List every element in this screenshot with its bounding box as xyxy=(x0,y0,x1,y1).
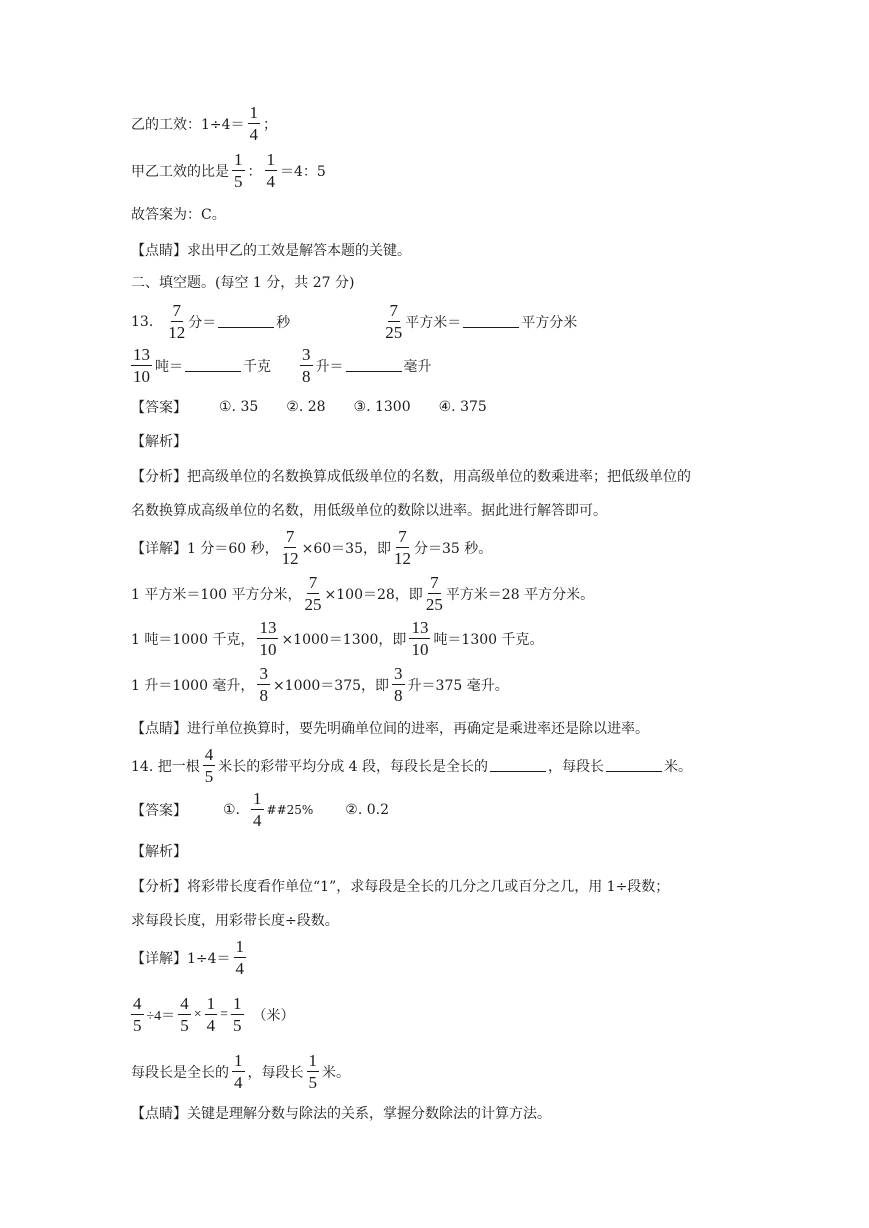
denominator: 5 xyxy=(234,172,243,191)
numerator: 7 xyxy=(430,573,439,592)
text: ×1000＝1300，即 xyxy=(281,631,407,648)
numerator: 7 xyxy=(308,573,318,592)
denominator: 8 xyxy=(302,367,311,386)
fraction xyxy=(251,790,264,829)
numerator: 7 xyxy=(398,527,407,546)
fraction xyxy=(307,1052,320,1091)
text: 名数换算成高级单位的名数，用低级单位的数除以进率。据此进行解答即可。 xyxy=(131,503,607,519)
answer-blank xyxy=(463,315,519,328)
jiexi-label xyxy=(131,841,187,861)
fraction xyxy=(385,302,402,341)
text: 【解析】 xyxy=(131,434,187,450)
answer-item: ②. 28 xyxy=(286,399,326,415)
answer-item: ##25% xyxy=(266,802,314,817)
numerator: 4 xyxy=(204,745,214,764)
detail-line-1 xyxy=(131,528,492,567)
text: 吨＝ xyxy=(155,358,183,375)
text: ×100＝28，即 xyxy=(324,586,423,603)
answer-blank xyxy=(218,315,274,328)
denominator: 25 xyxy=(385,323,403,342)
fraction xyxy=(257,665,270,704)
text: 14. 把一根 xyxy=(131,758,200,775)
text: 平方米＝28 平方分米。 xyxy=(445,586,595,603)
text: 【分析】将彩带长度看作单位“1”，求每段是全长的几分之几或百分之几，用 1÷段数； xyxy=(131,879,670,895)
text: 1 平方米＝100 平方分米， xyxy=(131,586,302,603)
text: = xyxy=(220,1006,228,1022)
dianjing-line xyxy=(131,1103,551,1123)
text: ＝4：5 xyxy=(280,163,326,180)
answer-blank xyxy=(346,359,402,372)
answer-item: ①. 35 xyxy=(219,399,259,415)
text: 分＝ xyxy=(188,314,217,331)
fraction xyxy=(131,995,144,1034)
denominator: 4 xyxy=(266,172,275,191)
denominator: 5 xyxy=(308,1073,317,1092)
denominator: 4 xyxy=(206,1016,216,1035)
denominator: 8 xyxy=(394,686,403,705)
section-heading xyxy=(131,272,354,292)
answer-label: 【答案】 xyxy=(131,400,187,416)
denominator: 25 xyxy=(304,595,322,614)
text: 甲乙工效的比是 xyxy=(131,163,229,180)
answer-item: ③. 1300 xyxy=(353,399,411,415)
text: ，每段长 xyxy=(548,758,605,775)
dianjing-line xyxy=(131,240,411,260)
numerator: 7 xyxy=(389,301,399,320)
numerator: 1 xyxy=(233,994,242,1013)
numerator: 13 xyxy=(259,618,277,637)
fraction xyxy=(131,346,152,385)
numerator: 3 xyxy=(259,664,268,683)
question-13-row2 xyxy=(131,346,432,385)
fraction xyxy=(178,995,191,1034)
jiexi-label xyxy=(131,431,187,451)
numerator: 1 xyxy=(249,103,259,122)
text: 升＝ xyxy=(315,358,344,375)
text: 1 吨＝1000 千克， xyxy=(131,631,255,648)
denominator: 10 xyxy=(259,640,277,659)
text: 【点睛】进行单位换算时，要先明确单位间的进率，再确定是乘进率还是除以进率。 xyxy=(131,721,649,737)
text: 毫升 xyxy=(403,358,432,375)
numerator: 4 xyxy=(133,994,142,1013)
question-13 xyxy=(131,302,577,341)
numerator: 1 xyxy=(253,789,262,808)
text: （米） xyxy=(252,1007,295,1024)
numerator: 1 xyxy=(206,994,216,1013)
numerator: 3 xyxy=(302,345,311,364)
text: 每段长是全长的 xyxy=(131,1064,229,1081)
fraction xyxy=(168,302,185,341)
text: 分＝35 秒。 xyxy=(413,540,493,557)
denominator: 5 xyxy=(233,1016,242,1035)
fraction xyxy=(205,995,218,1034)
denominator: 12 xyxy=(168,323,186,342)
denominator: 12 xyxy=(393,549,411,568)
text: 吨＝1300 千克。 xyxy=(433,631,544,648)
numerator: 1 xyxy=(234,150,243,169)
numerator: 1 xyxy=(234,1051,243,1070)
answer-blank xyxy=(185,359,241,372)
numerator: 13 xyxy=(133,345,150,364)
text: 米。 xyxy=(322,1064,350,1081)
answer-label: 【答案】 xyxy=(131,802,187,819)
text: 1 升＝1000 毫升， xyxy=(131,677,255,694)
line-yi-efficiency xyxy=(131,104,277,143)
answer-item: ②. 0.2 xyxy=(345,801,390,818)
denominator: 5 xyxy=(180,1016,189,1035)
denominator: 10 xyxy=(133,367,150,386)
denominator: 5 xyxy=(133,1016,142,1035)
text: 二、填空题。(每空 1 分，共 27 分) xyxy=(131,275,355,291)
fenxi-line xyxy=(131,876,669,896)
text: ÷4＝ xyxy=(146,1008,176,1024)
text: ，每段长 xyxy=(247,1064,304,1081)
detail-line-3 xyxy=(131,619,544,658)
text: 【解析】 xyxy=(131,844,187,860)
numerator: 1 xyxy=(235,937,245,956)
detail-line-4 xyxy=(131,665,509,704)
denominator: 10 xyxy=(411,640,429,659)
fraction xyxy=(257,619,278,658)
answer-blank xyxy=(490,759,546,772)
text: 【点睛】求出甲乙的工效是解答本题的关键。 xyxy=(131,243,411,259)
denominator: 4 xyxy=(234,1073,243,1092)
text: 平方分米 xyxy=(521,314,578,331)
text: 平方米＝ xyxy=(405,314,462,331)
text: 故答案为：C。 xyxy=(131,207,226,223)
text: 米。 xyxy=(664,758,693,775)
dianjing-line xyxy=(131,718,649,738)
denominator: 4 xyxy=(253,811,262,830)
question-number: 13. xyxy=(131,313,154,330)
text: ： xyxy=(247,163,262,180)
numerator: 13 xyxy=(411,618,429,637)
denominator: 4 xyxy=(249,125,259,144)
text: 求每段长度，用彩带长度÷段数。 xyxy=(131,913,339,929)
text: 升＝375 毫升。 xyxy=(407,677,509,694)
fraction xyxy=(305,574,322,613)
answer-14 xyxy=(131,790,389,829)
fraction xyxy=(300,346,313,385)
answer-item: ④. 375 xyxy=(438,399,487,415)
detail-line-14a xyxy=(131,938,249,977)
fraction xyxy=(231,995,244,1034)
denominator: 8 xyxy=(259,686,268,705)
text: 【分析】把高级单位的名数换算成低级单位的名数，用高级单位的数乘进率；把低级单位的 xyxy=(131,469,691,485)
numerator: 7 xyxy=(285,527,295,546)
numerator: 7 xyxy=(172,301,182,320)
fraction xyxy=(426,574,443,613)
denominator: 4 xyxy=(235,959,245,978)
denominator: 25 xyxy=(425,595,443,614)
text: × xyxy=(193,1006,202,1022)
fenxi-line xyxy=(131,910,339,930)
fraction xyxy=(265,151,278,190)
fraction xyxy=(234,938,247,977)
text: 米长的彩带平均分成 4 段，每段长是全长的 xyxy=(218,758,489,775)
numerator: 1 xyxy=(266,150,275,169)
fraction xyxy=(392,665,405,704)
fraction xyxy=(232,1052,245,1091)
denominator: 12 xyxy=(281,549,299,568)
answer-blank xyxy=(606,759,662,772)
text: ×60＝35，即 xyxy=(301,540,391,557)
text: 【详解】1 分＝60 秒， xyxy=(131,540,279,557)
text: ×1000＝375，即 xyxy=(272,677,390,694)
text: 秒 xyxy=(276,314,291,331)
fraction xyxy=(394,528,411,567)
numerator: 1 xyxy=(308,1051,317,1070)
detail-line-2 xyxy=(131,574,594,613)
text: 乙的工效：1÷4＝ xyxy=(131,116,245,133)
numerator: 3 xyxy=(394,664,403,683)
fraction xyxy=(232,151,245,190)
detail-line-14c xyxy=(131,1052,350,1091)
answer-line xyxy=(131,204,226,224)
detail-line-14b xyxy=(131,995,295,1034)
denominator: 5 xyxy=(204,767,214,786)
fenxi-line xyxy=(131,500,607,520)
fenxi-line xyxy=(131,466,691,486)
fraction xyxy=(282,528,299,567)
text: ； xyxy=(263,116,278,133)
answer-item: ①. xyxy=(223,801,241,818)
text: 【点睛】关键是理解分数与除法的关系，掌握分数除法的计算方法。 xyxy=(131,1106,551,1122)
line-efficiency-ratio xyxy=(131,151,326,190)
numerator: 4 xyxy=(180,994,189,1013)
fraction xyxy=(203,746,216,785)
answer-13 xyxy=(131,397,487,417)
text: 【详解】1÷4＝ xyxy=(131,950,231,967)
text: 千克 xyxy=(243,358,271,375)
fraction xyxy=(409,619,430,658)
question-14 xyxy=(131,746,692,785)
fraction xyxy=(248,104,261,143)
